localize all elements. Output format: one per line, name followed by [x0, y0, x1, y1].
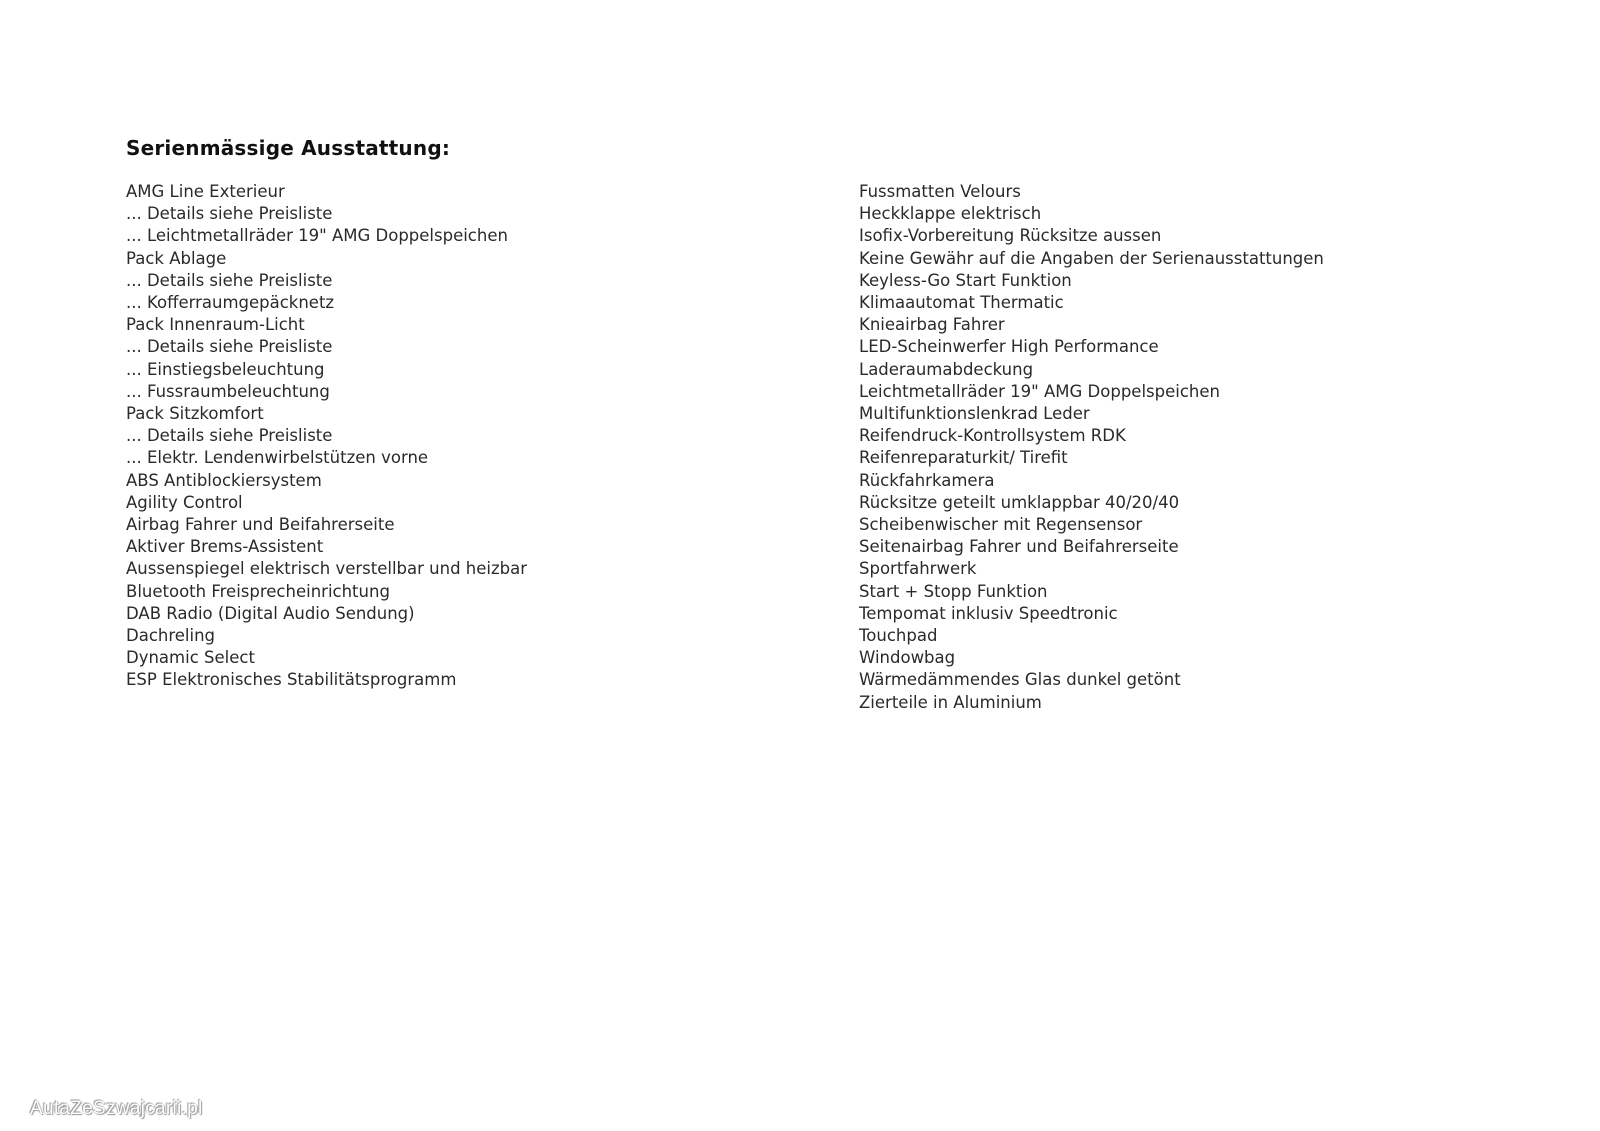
equipment-item: Klimaautomat Thermatic: [859, 293, 1064, 313]
equipment-item: Aussenspiegel elektrisch verstellbar und heizbar: [126, 559, 528, 579]
equipment-item: Keyless-Go Start Funktion: [859, 270, 1072, 290]
equipment-item: Dynamic Select: [126, 648, 255, 668]
equipment-item: ... Details siehe Preisliste: [126, 204, 333, 224]
equipment-item: ABS Antiblockiersystem: [126, 470, 322, 490]
equipment-item: ... Details siehe Preisliste: [126, 270, 333, 290]
equipment-item: Aktiver Brems-Assistent: [126, 537, 324, 557]
equipment-item: AMG Line Exterieur: [126, 182, 285, 201]
equipment-item: Scheibenwischer mit Regensensor: [859, 515, 1143, 535]
equipment-item: ... Kofferraumgepäcknetz: [126, 293, 335, 313]
equipment-item: Isofix-Vorbereitung Rücksitze aussen: [859, 226, 1162, 246]
equipment-item: Sportfahrwerk: [859, 559, 977, 579]
equipment-item: Pack Sitzkomfort: [126, 404, 264, 424]
equipment-item: Pack Innenraum-Licht: [126, 315, 305, 335]
watermark: AutaZeSzwajcarii.pl: [30, 1098, 203, 1119]
equipment-item: Fussmatten Velours: [859, 182, 1021, 201]
page-title: Serienmässige Ausstattung:: [126, 136, 451, 160]
equipment-item: Wärmedämmendes Glas dunkel getönt: [859, 670, 1181, 690]
equipment-list-left: [126, 181, 527, 692]
equipment-item: Knieairbag Fahrer: [859, 315, 1005, 335]
equipment-item: Reifendruck-Kontrollsystem RDK: [859, 426, 1126, 446]
equipment-item: ... Einstiegsbeleuchtung: [126, 359, 325, 379]
equipment-item: ... Details siehe Preisliste: [126, 426, 333, 446]
equipment-item: Multifunktionslenkrad Leder: [859, 404, 1090, 424]
equipment-item: ... Leichtmetallräder 19" AMG Doppelspeichen: [126, 226, 508, 246]
equipment-item: Seitenairbag Fahrer und Beifahrerseite: [859, 537, 1179, 557]
equipment-item: Laderaumabdeckung: [859, 359, 1034, 379]
equipment-item: Rückfahrkamera: [859, 470, 995, 490]
equipment-item: ... Fussraumbeleuchtung: [126, 381, 330, 401]
equipment-item: DAB Radio (Digital Audio Sendung): [126, 603, 415, 623]
equipment-item: Heckklappe elektrisch: [859, 204, 1042, 224]
equipment-list-right: [859, 181, 1324, 714]
equipment-item: LED-Scheinwerfer High Performance: [859, 337, 1159, 357]
equipment-item: Windowbag: [859, 648, 956, 668]
equipment-item: Dachreling: [126, 626, 216, 646]
equipment-item: ... Elektr. Lendenwirbelstützen vorne: [126, 448, 429, 468]
equipment-item: Leichtmetallräder 19" AMG Doppelspeichen: [859, 381, 1220, 401]
equipment-item: Tempomat inklusiv Speedtronic: [859, 603, 1118, 623]
equipment-item: ... Details siehe Preisliste: [126, 337, 333, 357]
equipment-item: Airbag Fahrer und Beifahrerseite: [126, 515, 395, 535]
equipment-item: Reifenreparaturkit/ Tirefit: [859, 448, 1068, 468]
equipment-item: Bluetooth Freisprecheinrichtung: [126, 581, 390, 601]
equipment-item: ESP Elektronisches Stabilitätsprogramm: [126, 670, 457, 690]
equipment-item: Touchpad: [859, 626, 938, 646]
equipment-item: Start + Stopp Funktion: [859, 581, 1048, 601]
equipment-item: Keine Gewähr auf die Angaben der Serienausstattungen: [859, 248, 1324, 268]
equipment-item: Zierteile in Aluminium: [859, 692, 1042, 712]
equipment-item: Agility Control: [126, 492, 243, 512]
equipment-item: Pack Ablage: [126, 248, 227, 268]
equipment-item: Rücksitze geteilt umklappbar 40/20/40: [859, 492, 1180, 512]
